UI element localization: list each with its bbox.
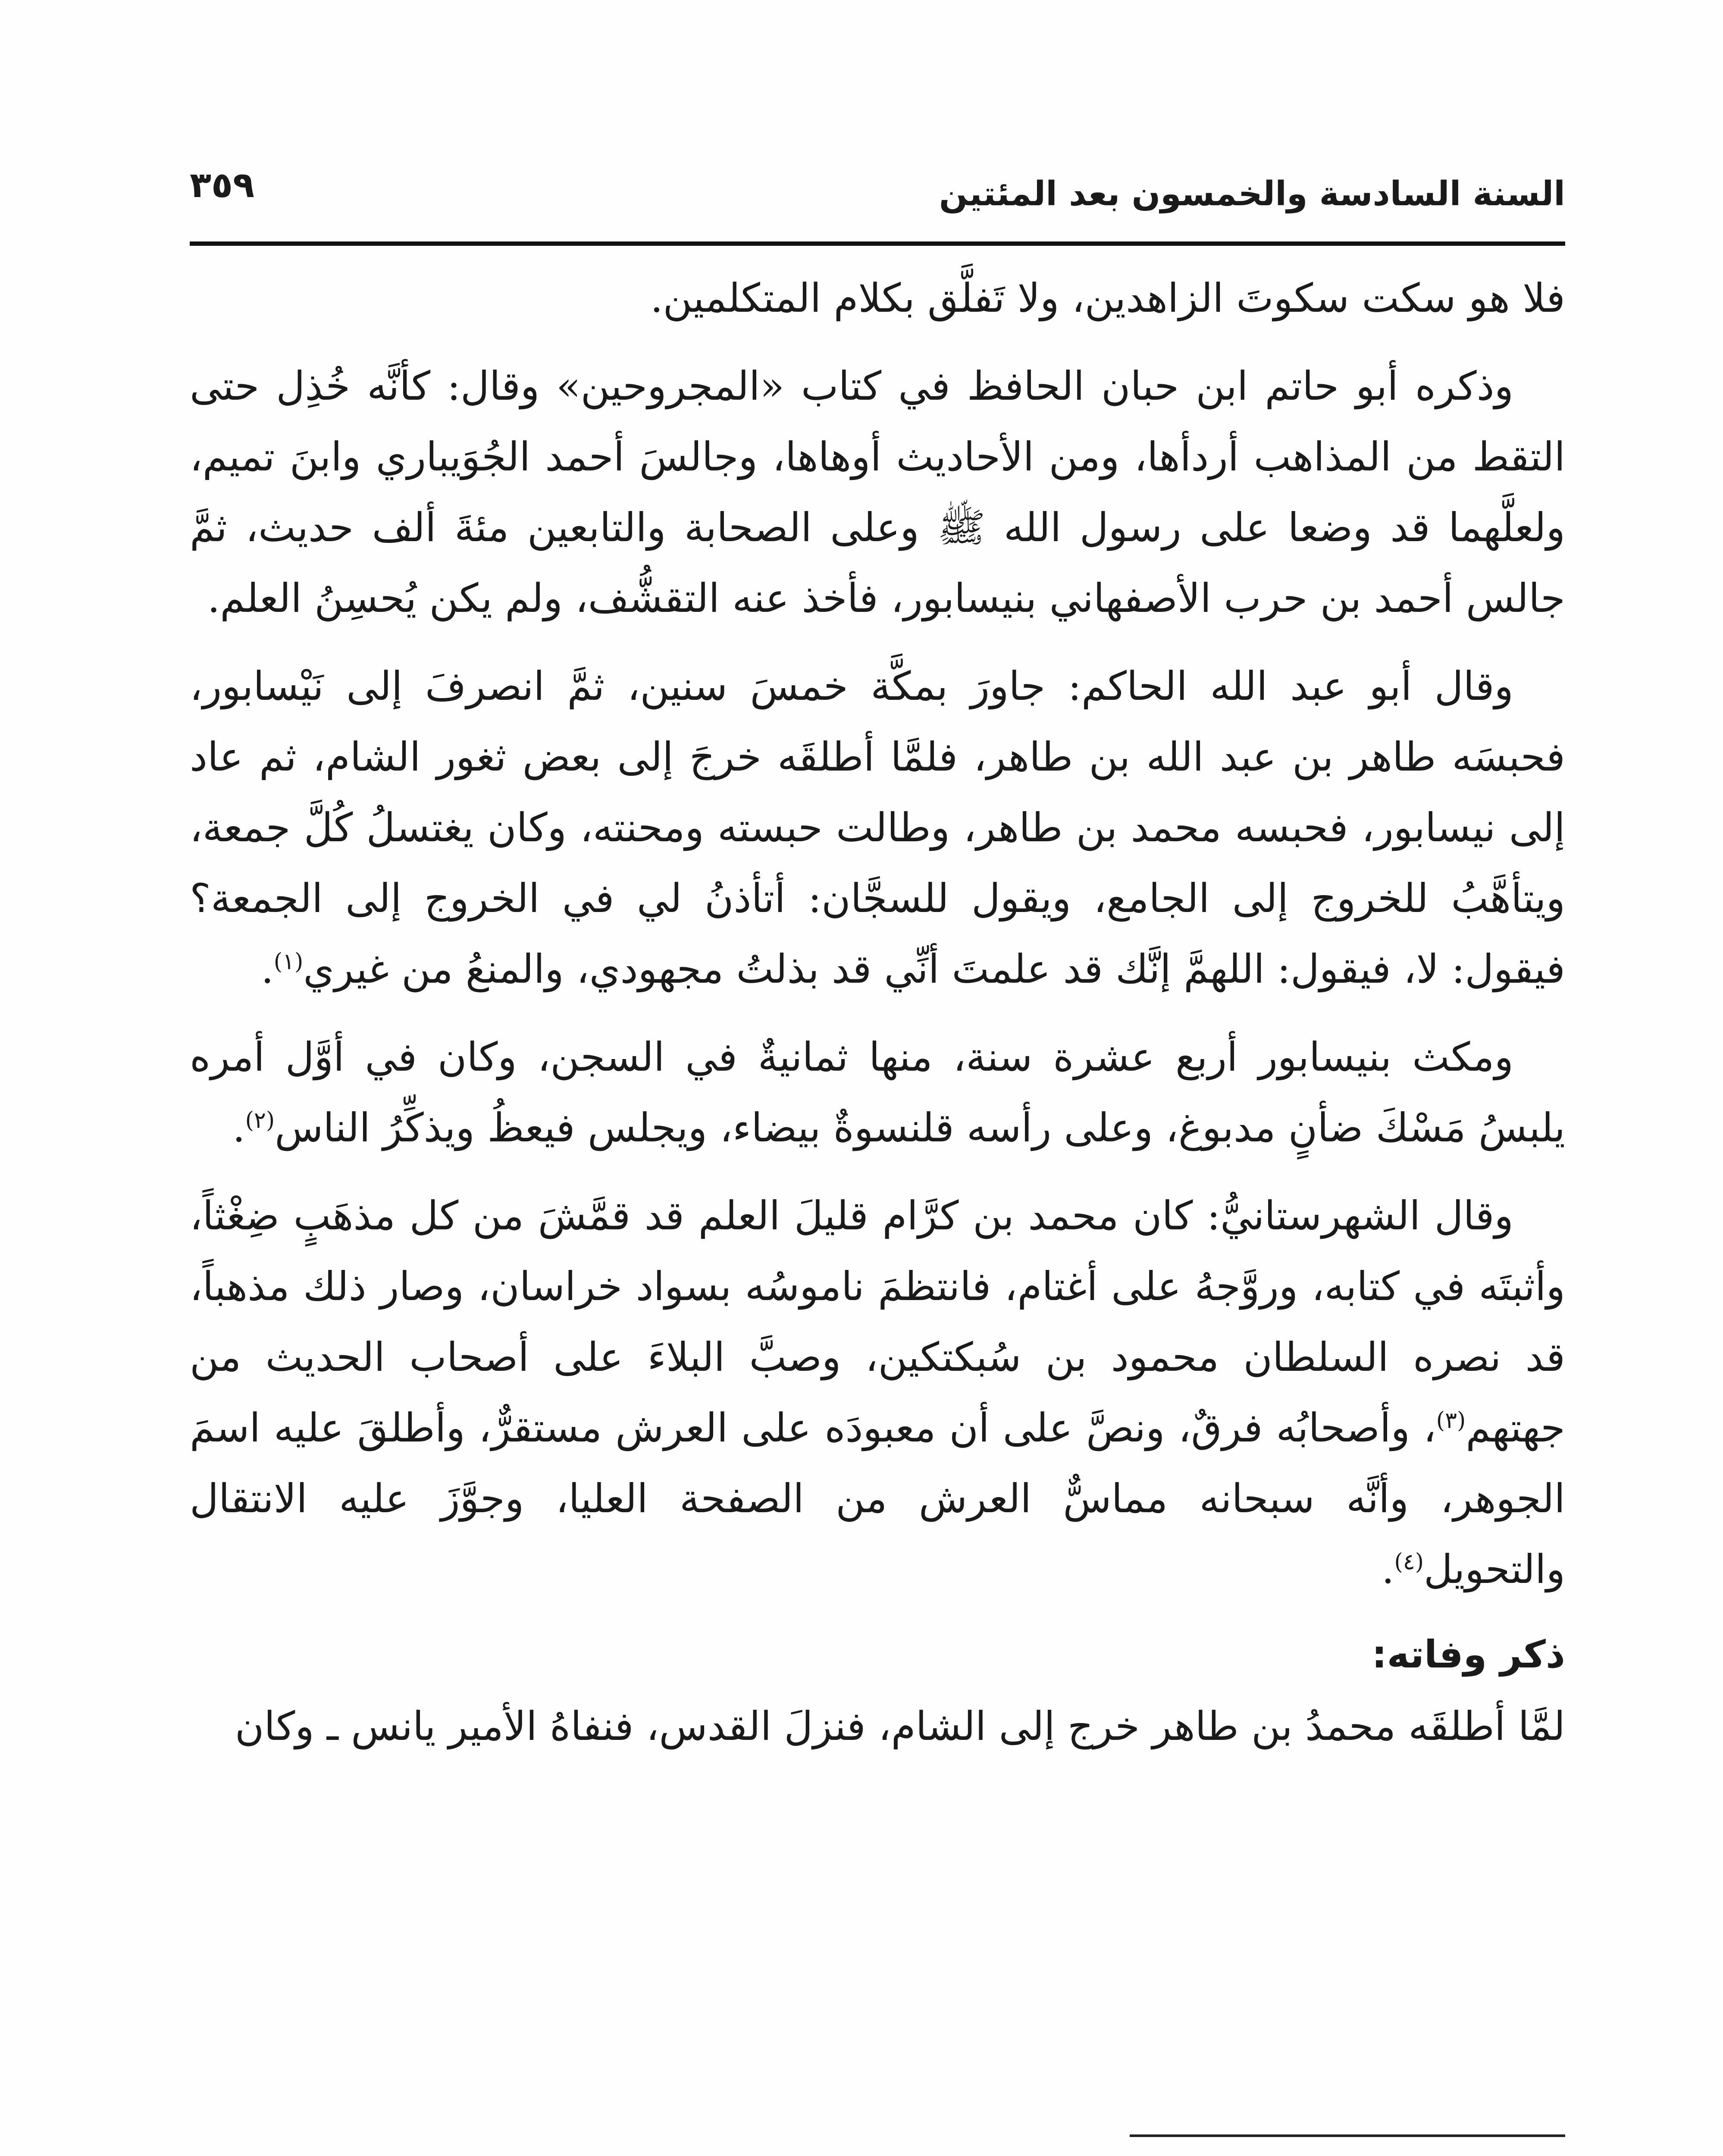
- paragraph: لمَّا أطلقَه محمدُ بن طاهر خرج إلى الشام، فنزلَ القدس، فنفاهُ الأمير يانس ـ وكان: [235, 1703, 1565, 1749]
- paragraph: ومكث بنيسابور أربع عشرة سنة، منها ثمانيةٌ في السجن، وكان في أوَّل أمره يلبسُ مَسْكَ ضأنٍ مدبوغ، وعلى رأسه قلنسوةٌ بيضاء، ويجلس فيعظُ ويذكِّرُ الناس$^{(٢)}$.: [190, 1034, 1565, 1151]
- footnote-ref: (١): [273, 949, 304, 975]
- main-text: [190, 263, 1565, 1779]
- header-rule: [190, 241, 1565, 246]
- page-number: ٣٥٩: [190, 165, 255, 206]
- page-header: [190, 160, 1565, 229]
- paragraph: وقال الشهرستانيُّ: كان محمد بن كرَّام قليلَ العلم قد قمَّشَ من كل مذهَبٍ ضِغْثاً، وأثبتَه في كتابه، وروَّجهُ على أغتام، فانتظمَ ناموسُه بسواد خراسان، وصار ذلك مذهباً، قد نصره السلطان محمود بن سُبكتكين، وصبَّ البلاءَ على أصحاب الحديث من جهتهم$^{(٣)}$، وأصحابُه فرقٌ، ونصَّ على أن معبودَه على العرش مستقرٌّ، وأطلقَ عليه اسمَ الجوهر، وأنَّه سبحانه مماسٌّ العرش من الصفحة العليا، وجوَّزَ عليه الانتقال والتحويل$^{(٤)}$.: [190, 1193, 1565, 1592]
- footnote-ref: (٣): [1436, 1407, 1466, 1434]
- footnote-rule: [1130, 2134, 1565, 2137]
- paragraph: وقال أبو عبد الله الحاكم: جاورَ بمكَّة خمسَ سنين، ثمَّ انصرفَ إلى نَيْسابور، فحبسَه طاهر بن عبد الله بن طاهر، فلمَّا أطلقَه خرجَ إلى بعض ثغور الشام، ثم عاد إلى نيسابور، فحبسه محمد بن طاهر، وطالت حبسته ومحنته، وكان يغتسلُ كُلَّ جمعة، ويتأهَّبُ للخروج إلى الجامع، ويقول للسجَّان: أتأذنُ لي في الخروج إلى الجمعة؟ فيقول: لا، فيقول: اللهمَّ إنَّك قد علمتَ أنِّي قد بذلتُ مجهودي، والمنعُ من غيري$^{(١)}$.: [190, 663, 1565, 992]
- paragraph: وذكره أبو حاتم ابن حبان الحافظ في كتاب «المجروحين» وقال: كأنَّه خُذِل حتى التقط من المذاهب أردأها، ومن الأحاديث أوهاها، وجالسَ أحمد الجُوَيباري وابنَ تميم، ولعلَّهما قد وضعا على رسول الله ﷺ وعلى الصحابة والتابعين مئةَ ألف حديث، ثمَّ جالس أحمد بن حرب الأصفهاني بنيسابور، فأخذ عنه التقشُّف، ولم يكن يُحسِنُ العلم.: [190, 363, 1565, 621]
- paragraph: فلا هو سكت سكوتَ الزاهدين، ولا تَفلَّق بكلام المتكلمين.: [650, 275, 1565, 321]
- section-heading: ذكر وفاته:: [1372, 1632, 1565, 1677]
- footnote-ref: (٢): [245, 1107, 275, 1134]
- footnote-ref: (٤): [1394, 1549, 1424, 1575]
- running-title: السنة السادسة والخمسون بعد المئتين: [939, 175, 1565, 213]
